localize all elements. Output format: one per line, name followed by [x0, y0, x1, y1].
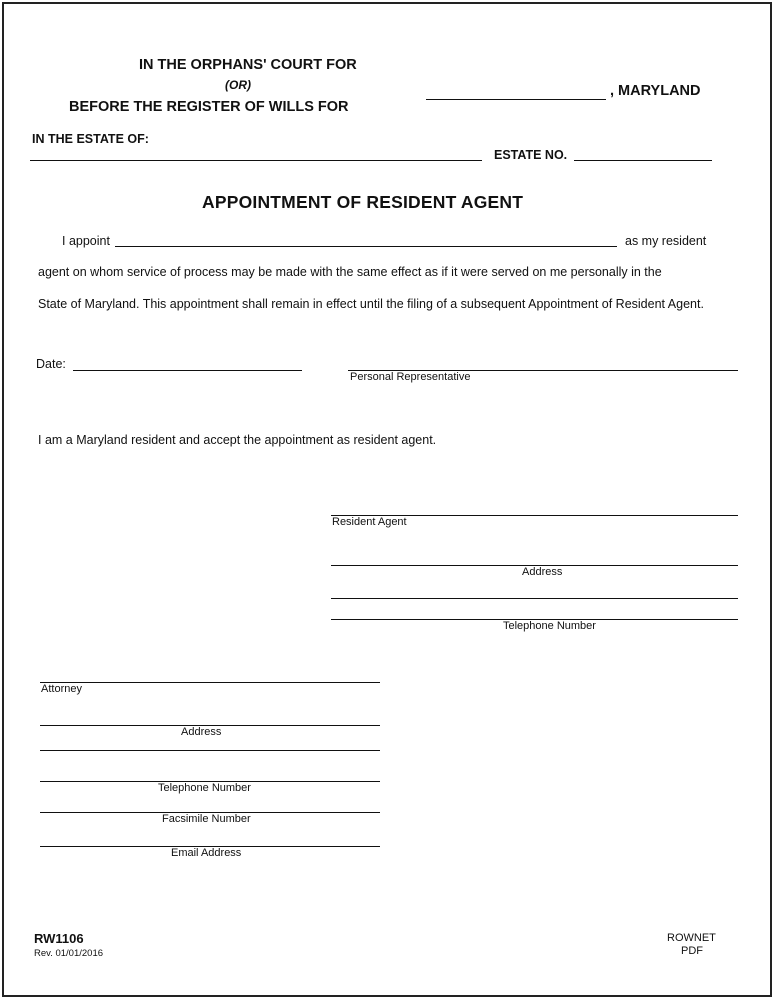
- date-label: Date:: [36, 357, 66, 371]
- estate-no-field[interactable]: [574, 160, 712, 161]
- page-title: APPOINTMENT OF RESIDENT AGENT: [202, 192, 524, 212]
- appointee-field[interactable]: [115, 246, 617, 247]
- or-line: (OR): [225, 78, 251, 92]
- appoint-lead: I appoint: [62, 234, 110, 248]
- attorney-fax-label: Facsimile Number: [162, 813, 251, 825]
- attorney-address-label: Address: [181, 726, 222, 738]
- estate-no-label: ESTATE NO.: [494, 148, 568, 162]
- resident-agent-address-line2-field[interactable]: [331, 598, 738, 599]
- resident-agent-address-label: Address: [522, 566, 563, 578]
- state-suffix: , MARYLAND: [610, 83, 701, 99]
- revision-date: Rev. 01/01/2016: [34, 948, 104, 959]
- source-line1: ROWNET: [667, 932, 716, 944]
- resident-agent-phone-label: Telephone Number: [503, 620, 596, 632]
- appoint-tail: as my resident: [625, 234, 707, 248]
- attorney-email-label: Email Address: [171, 847, 242, 859]
- court-line: IN THE ORPHANS' COURT FOR: [139, 57, 357, 73]
- estate-of-label: IN THE ESTATE OF:: [32, 132, 149, 146]
- attorney-label: Attorney: [41, 683, 82, 695]
- register-line: BEFORE THE REGISTER OF WILLS FOR: [69, 99, 349, 115]
- attorney-phone-label: Telephone Number: [158, 782, 251, 794]
- attorney-address-line2-field[interactable]: [40, 750, 380, 751]
- county-field[interactable]: [426, 99, 606, 100]
- appoint-line2: agent on whom service of process may be made with the same effect as if it were served on me personally in the: [38, 265, 662, 279]
- estate-name-field[interactable]: [30, 160, 482, 161]
- personal-rep-label: Personal Representative: [350, 371, 471, 383]
- form-code: RW1106: [34, 931, 84, 946]
- attorney-name-field[interactable]: [40, 682, 380, 683]
- page-border: [2, 2, 772, 997]
- date-field[interactable]: [73, 370, 302, 371]
- appoint-line3: State of Maryland. This appointment shall remain in effect until the filing of a subsequent Appointment of Resident Agent.: [38, 297, 704, 311]
- resident-agent-label: Resident Agent: [332, 516, 407, 528]
- acceptance-text: I am a Maryland resident and accept the appointment as resident agent.: [38, 433, 437, 447]
- source-line2: PDF: [681, 945, 703, 957]
